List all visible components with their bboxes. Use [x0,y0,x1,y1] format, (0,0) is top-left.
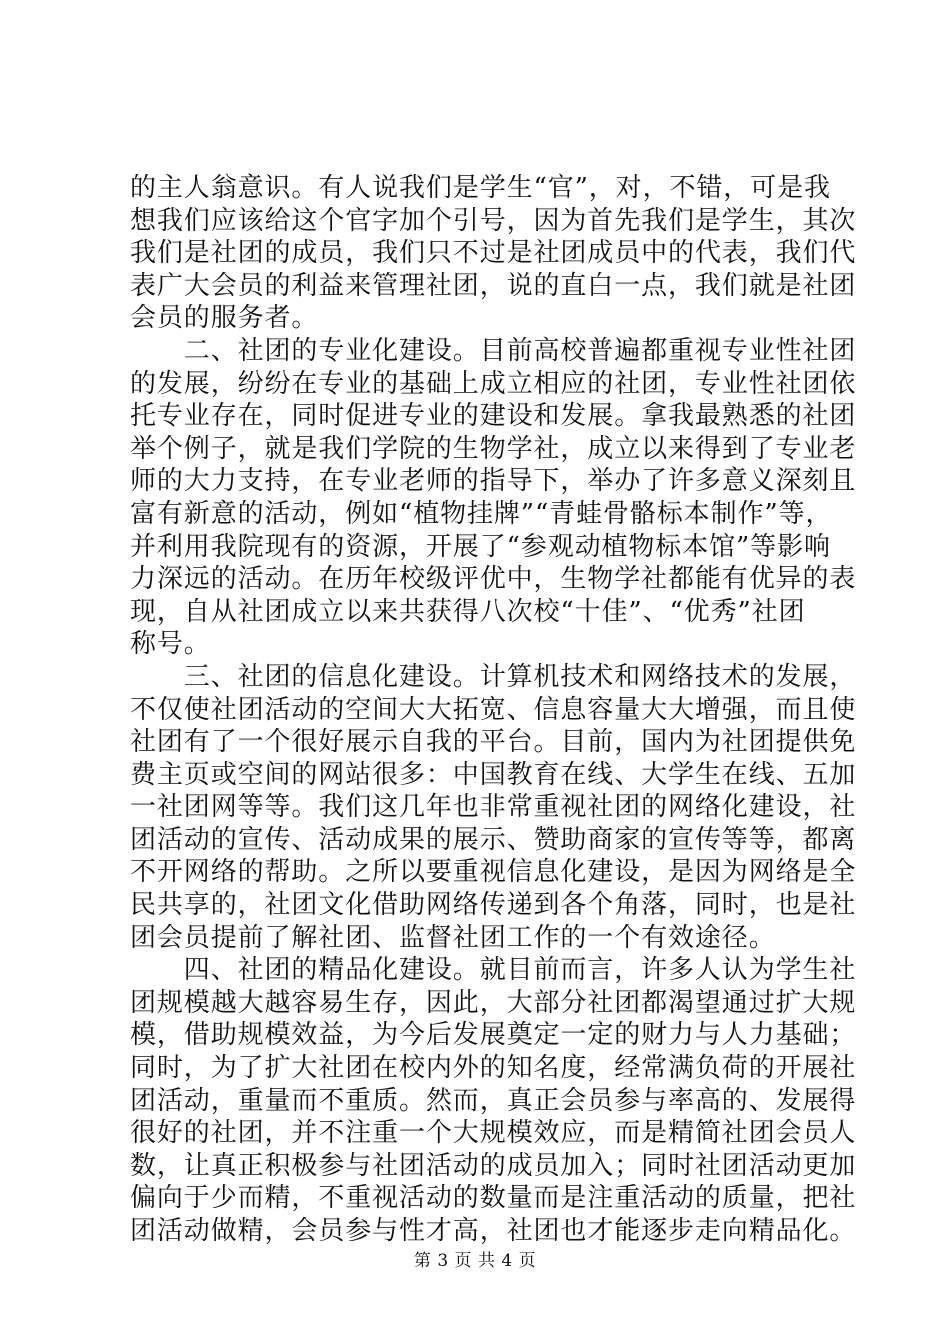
text-line: 很好的社团，并不注重一个大规模效应，而是精简社团会员人 [130,1118,857,1149]
text-line: 称号。 [130,629,211,660]
text-line: 会员的服务者。 [130,303,319,334]
text-line: 团规模越大越容易生存，因此，大部分社团都渴望通过扩大规 [130,987,857,1018]
text-line: 不开网络的帮助。之所以要重视信息化建设，是因为网络是全 [130,857,857,888]
page-number-footer: 第 3 页 共 4 页 [413,1251,537,1271]
text-line: 三、社团的信息化建设。计算机技术和网络技术的发展， [130,661,857,692]
text-line: 团活动，重量而不重质。然而，真正会员参与率高的、发展得 [130,1085,857,1116]
text-line: 团活动的宣传、活动成果的展示、赞助商家的宣传等等，都离 [130,824,857,855]
text-line: 民共享的，社团文化借助网络传递到各个角落，同时，也是社 [130,890,857,921]
body-text [130,172,857,1248]
text-line: 托专业存在，同时促进专业的建设和发展。拿我最熟悉的社团 [130,401,857,432]
text-line: 我们是社团的成员，我们只不过是社团成员中的代表，我们代 [130,238,857,269]
text-line: 力深远的活动。在历年校级评优中，生物学社都能有优异的表 [130,564,857,595]
text-line: 的发展，纷纷在专业的基础上成立相应的社团，专业性社团依 [130,368,857,399]
text-line: 表广大会员的利益来管理社团，说的直白一点，我们就是社团 [130,270,857,301]
text-line: 二、社团的专业化建设。目前高校普遍都重视专业性社团 [130,335,857,366]
text-line: 现，自从社团成立以来共获得八次校“十佳”、“优秀”社团 [130,596,806,627]
text-line: 团会员提前了解社团、监督社团工作的一个有效途径。 [130,922,776,953]
text-line: 富有新意的活动，例如“植物挂牌”“青蛙骨骼标本制作”等， [130,498,833,529]
text-line: 的主人翁意识。有人说我们是学生“官”，对，不错，可是我 [130,173,831,203]
text-line: 社团有了一个很好展示自我的平台。目前，国内为社团提供免 [130,727,857,758]
text-line: 四、社团的精品化建设。就目前而言，许多人认为学生社 [130,955,857,986]
text-line: 想我们应该给这个官字加个引号，因为首先我们是学生，其次 [130,205,857,236]
text-line: 并利用我院现有的资源，开展了“参观动植物标本馆”等影响 [130,531,831,562]
text-line: 偏向于少而精，不重视活动的数量而是注重活动的质量，把社 [130,1183,857,1214]
text-line: 举个例子，就是我们学院的生物学社，成立以来得到了专业老 [130,433,857,464]
text-line: 不仅使社团活动的空间大大拓宽、信息容量大大增强，而且使 [130,694,857,725]
text-line: 同时，为了扩大社团在校内外的知名度，经常满负荷的开展社 [130,1053,857,1084]
text-line: 团活动做精，会员参与性才高，社团也才能逐步走向精品化。 [130,1216,857,1246]
text-line: 数，让真正积极参与社团活动的成员加入；同时社团活动更加 [130,1150,857,1181]
text-line: 费主页或空间的网站很多：中国教育在线、大学生在线、五加 [130,759,857,790]
text-line: 师的大力支持，在专业老师的指导下，举办了许多意义深刻且 [130,466,857,497]
text-line: 一社团网等等。我们这几年也非常重视社团的网络化建设，社 [130,792,857,823]
text-line: 模，借助规模效益，为今后发展奠定一定的财力与人力基础； [130,1020,857,1051]
